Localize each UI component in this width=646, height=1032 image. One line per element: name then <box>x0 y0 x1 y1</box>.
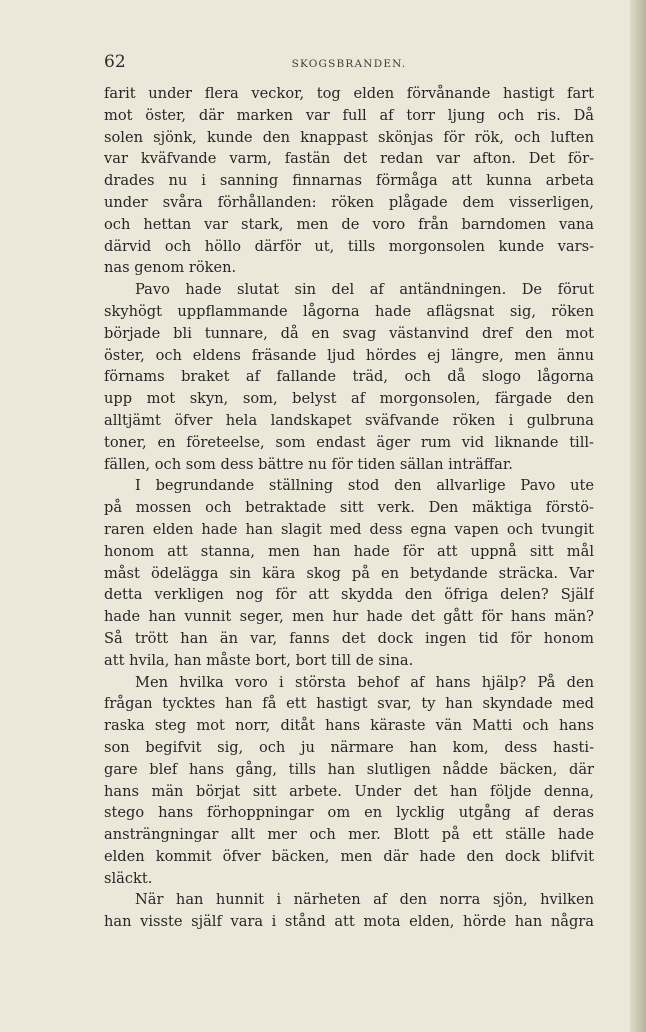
text-line: började bli tunnare, då en svag västanvind dref den mot <box>104 324 594 342</box>
text-line: farit under flera veckor, tog elden förvånande hastigt fart <box>104 85 594 102</box>
text-line: solen sjönk, kunde den knappast skönjas för rök, och luften <box>104 128 594 146</box>
text-line: toner, en företeelse, som endast äger rum vid liknande till- <box>104 433 594 451</box>
text-line: Pavo hade slutat sin del af antändningen. De förut <box>135 281 594 299</box>
text-line: fällen, och som dess bättre nu för tiden sällan inträffar. <box>104 455 513 473</box>
text-line: son begifvit sig, och ju närmare han kom, dess hasti- <box>104 738 594 756</box>
body-text <box>104 83 594 933</box>
text-line: upp mot skyn, som, belyst af morgonsolen, färgade den <box>104 390 594 408</box>
text-line: och hettan var stark, men de voro från barndomen vana <box>104 215 594 233</box>
text-line: släckt. <box>104 869 153 887</box>
page-number: 62 <box>104 52 126 72</box>
text-line: Så trött han än var, fanns det dock ingen tid för honom <box>104 629 594 647</box>
text-line: Men hvilka voro i största behof af hans hjälp? På den <box>135 673 594 691</box>
text-line: förnams braket af fallande träd, och då slogo lågorna <box>104 368 594 386</box>
text-line: därvid och höllo därför ut, tills morgonsolen kunde vars- <box>104 237 594 255</box>
text-line: på mossen och betraktade sitt verk. Den mäktiga förstö- <box>104 499 594 517</box>
text-line: frågan tycktes han få ett hastigt svar, ty han skyndade med <box>104 695 594 713</box>
text-line: under svåra förhållanden: röken plågade dem visserligen, <box>104 193 594 211</box>
text-line: raska steg mot norr, ditåt hans käraste vän Matti och hans <box>104 717 594 735</box>
text-line: När han hunnit i närheten af den norra sjön, hvilken <box>135 891 594 909</box>
text-line: nas genom röken. <box>104 259 237 277</box>
text-line: han visste själf vara i stånd att mota elden, hörde han några <box>104 913 594 931</box>
text-line: ansträngningar allt mer och mer. Blott på ett ställe hade <box>104 826 594 844</box>
running-title: SKOGSBRANDEN. <box>291 58 407 70</box>
text-line: mot öster, där marken var full af torr ljung och ris. Då <box>104 106 594 124</box>
text-line: detta verkligen nog för att skydda den öfriga delen? Själf <box>104 586 594 604</box>
text-line: måst ödelägga sin kära skog på en betydande sträcka. Var <box>104 564 594 582</box>
text-line: raren elden hade han slagit med dess egna vapen och tvungit <box>104 520 594 538</box>
text-line: stego hans förhoppningar om en lycklig utgång af deras <box>104 804 594 822</box>
text-line: drades nu i sanning finnarnas förmåga att kunna arbeta <box>104 172 594 190</box>
text-line: öster, och eldens fräsande ljud hördes ej längre, men ännu <box>104 346 594 364</box>
text-line: alltjämt öfver hela landskapet sväfvande röken i gulbruna <box>104 411 594 429</box>
text-line: skyhögt uppflammande lågorna hade aflägsnat sig, röken <box>104 302 594 320</box>
text-line: honom att stanna, men han hade för att uppnå sitt mål <box>104 542 594 560</box>
text-line: hade han vunnit seger, men hur hade det gått för hans män? <box>104 608 594 626</box>
text-line: elden kommit öfver bäcken, men där hade den dock blifvit <box>104 847 594 865</box>
text-line: att hvila, han måste bort, bort till de sina. <box>104 651 414 669</box>
text-line: hans män börjat sitt arbete. Under det han följde denna, <box>104 782 594 800</box>
page-header <box>104 52 594 74</box>
page-edge <box>630 0 646 1032</box>
text-line: I begrundande ställning stod den allvarlige Pavo ute <box>135 477 594 495</box>
text-line: var kväfvande varm, fastän det redan var afton. Det för- <box>104 150 594 168</box>
text-line: gare blef hans gång, tills han slutligen nådde bäcken, där <box>104 760 594 778</box>
